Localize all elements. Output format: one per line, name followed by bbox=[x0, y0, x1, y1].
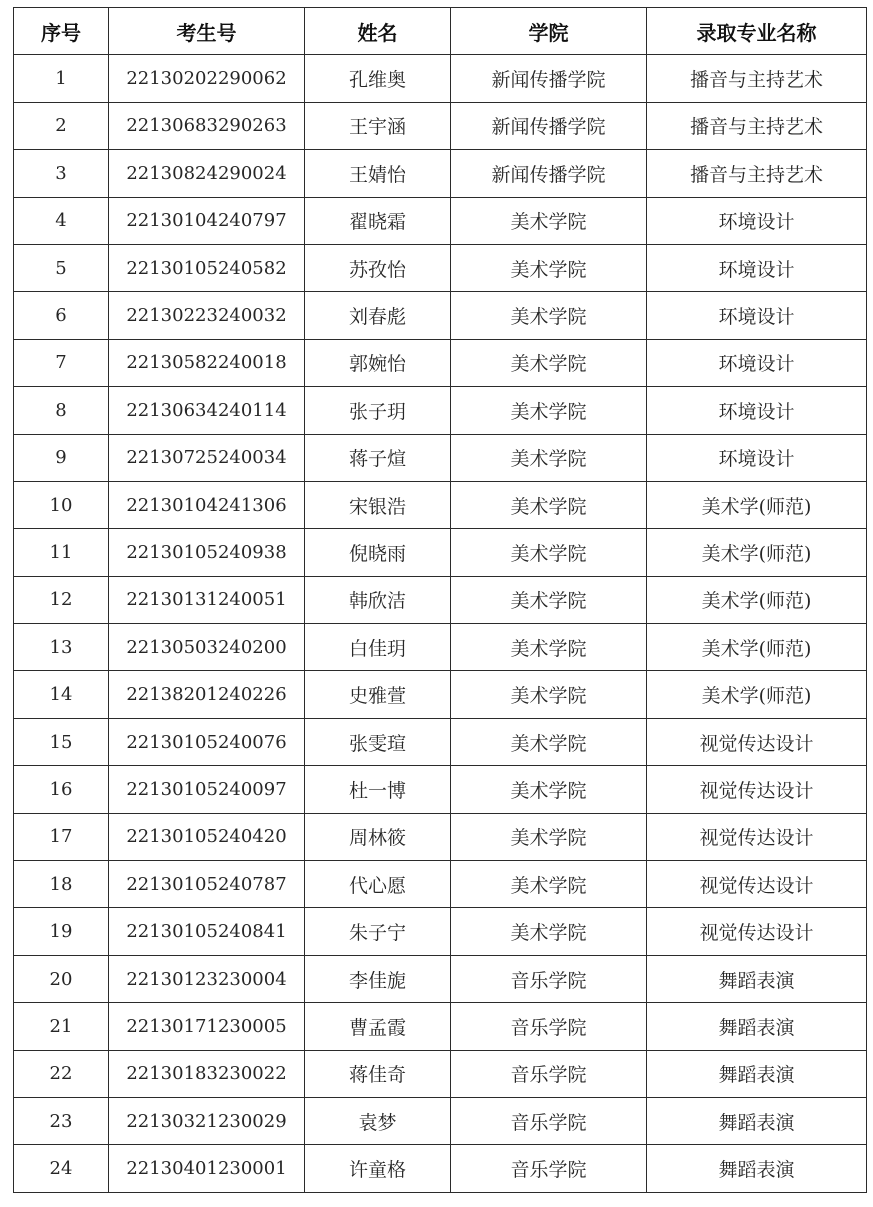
cell-name: 周林筱 bbox=[305, 813, 451, 860]
cell-major: 舞蹈表演 bbox=[647, 955, 867, 1002]
cell-name: 张雯瑄 bbox=[305, 718, 451, 765]
cell-name: 朱子宁 bbox=[305, 908, 451, 955]
table-row bbox=[14, 434, 867, 481]
cell-college: 美术学院 bbox=[451, 529, 647, 576]
cell-name: 蒋子煊 bbox=[305, 434, 451, 481]
cell-exam-number: 22138201240226 bbox=[109, 671, 305, 718]
cell-exam-number: 22130725240034 bbox=[109, 434, 305, 481]
cell-major: 舞蹈表演 bbox=[647, 1003, 867, 1050]
table-row bbox=[14, 244, 867, 291]
table-row bbox=[14, 766, 867, 813]
cell-college: 美术学院 bbox=[451, 861, 647, 908]
table-row bbox=[14, 576, 867, 623]
cell-major: 美术学(师范) bbox=[647, 481, 867, 528]
cell-serial: 3 bbox=[14, 150, 109, 197]
cell-serial: 18 bbox=[14, 861, 109, 908]
cell-exam-number: 22130105240787 bbox=[109, 861, 305, 908]
cell-college: 美术学院 bbox=[451, 481, 647, 528]
cell-exam-number: 22130321230029 bbox=[109, 1097, 305, 1144]
cell-serial: 2 bbox=[14, 102, 109, 149]
cell-major: 播音与主持艺术 bbox=[647, 150, 867, 197]
cell-college: 美术学院 bbox=[451, 292, 647, 339]
cell-name: 袁梦 bbox=[305, 1097, 451, 1144]
cell-name: 白佳玥 bbox=[305, 624, 451, 671]
table-row bbox=[14, 624, 867, 671]
cell-name: 王婧怡 bbox=[305, 150, 451, 197]
cell-exam-number: 22130105240420 bbox=[109, 813, 305, 860]
cell-college: 美术学院 bbox=[451, 908, 647, 955]
cell-major: 视觉传达设计 bbox=[647, 718, 867, 765]
cell-exam-number: 22130105240582 bbox=[109, 244, 305, 291]
table-row bbox=[14, 481, 867, 528]
cell-college: 音乐学院 bbox=[451, 1097, 647, 1144]
table-body bbox=[14, 55, 867, 1192]
cell-serial: 14 bbox=[14, 671, 109, 718]
cell-serial: 13 bbox=[14, 624, 109, 671]
cell-exam-number: 22130634240114 bbox=[109, 387, 305, 434]
table-row bbox=[14, 718, 867, 765]
cell-name: 韩欣洁 bbox=[305, 576, 451, 623]
table-row bbox=[14, 813, 867, 860]
cell-name: 宋银浩 bbox=[305, 481, 451, 528]
cell-major: 环境设计 bbox=[647, 434, 867, 481]
cell-major: 视觉传达设计 bbox=[647, 766, 867, 813]
cell-college: 美术学院 bbox=[451, 197, 647, 244]
cell-exam-number: 22130104241306 bbox=[109, 481, 305, 528]
table-row bbox=[14, 955, 867, 1002]
cell-name: 郭婉怡 bbox=[305, 339, 451, 386]
cell-major: 环境设计 bbox=[647, 339, 867, 386]
cell-exam-number: 22130105240841 bbox=[109, 908, 305, 955]
cell-serial: 7 bbox=[14, 339, 109, 386]
cell-major: 舞蹈表演 bbox=[647, 1050, 867, 1097]
cell-serial: 10 bbox=[14, 481, 109, 528]
cell-major: 视觉传达设计 bbox=[647, 908, 867, 955]
cell-name: 蒋佳奇 bbox=[305, 1050, 451, 1097]
table-row bbox=[14, 529, 867, 576]
cell-exam-number: 22130582240018 bbox=[109, 339, 305, 386]
table-row bbox=[14, 1097, 867, 1144]
cell-serial: 6 bbox=[14, 292, 109, 339]
cell-exam-number: 22130171230005 bbox=[109, 1003, 305, 1050]
cell-college: 新闻传播学院 bbox=[451, 55, 647, 102]
table-row bbox=[14, 1145, 867, 1192]
header-exam-number: 考生号 bbox=[109, 8, 305, 55]
cell-college: 美术学院 bbox=[451, 718, 647, 765]
table-row bbox=[14, 671, 867, 718]
cell-name: 代心愿 bbox=[305, 861, 451, 908]
cell-college: 美术学院 bbox=[451, 576, 647, 623]
cell-serial: 12 bbox=[14, 576, 109, 623]
cell-serial: 19 bbox=[14, 908, 109, 955]
table-row bbox=[14, 861, 867, 908]
cell-major: 美术学(师范) bbox=[647, 624, 867, 671]
cell-major: 播音与主持艺术 bbox=[647, 102, 867, 149]
cell-name: 许童格 bbox=[305, 1145, 451, 1192]
header-major: 录取专业名称 bbox=[647, 8, 867, 55]
cell-exam-number: 22130183230022 bbox=[109, 1050, 305, 1097]
cell-college: 美术学院 bbox=[451, 339, 647, 386]
cell-serial: 15 bbox=[14, 718, 109, 765]
header-serial: 序号 bbox=[14, 8, 109, 55]
table-row bbox=[14, 102, 867, 149]
admission-table bbox=[13, 7, 867, 1193]
cell-serial: 22 bbox=[14, 1050, 109, 1097]
table-row bbox=[14, 1003, 867, 1050]
cell-serial: 5 bbox=[14, 244, 109, 291]
cell-name: 张子玥 bbox=[305, 387, 451, 434]
cell-major: 美术学(师范) bbox=[647, 529, 867, 576]
cell-college: 美术学院 bbox=[451, 671, 647, 718]
cell-serial: 11 bbox=[14, 529, 109, 576]
cell-major: 美术学(师范) bbox=[647, 671, 867, 718]
cell-serial: 16 bbox=[14, 766, 109, 813]
table-row bbox=[14, 339, 867, 386]
table-header bbox=[14, 8, 867, 55]
cell-serial: 20 bbox=[14, 955, 109, 1002]
cell-name: 苏孜怡 bbox=[305, 244, 451, 291]
cell-name: 翟晓霜 bbox=[305, 197, 451, 244]
cell-name: 倪晓雨 bbox=[305, 529, 451, 576]
header-name: 姓名 bbox=[305, 8, 451, 55]
cell-exam-number: 22130131240051 bbox=[109, 576, 305, 623]
cell-serial: 21 bbox=[14, 1003, 109, 1050]
cell-major: 美术学(师范) bbox=[647, 576, 867, 623]
cell-exam-number: 22130683290263 bbox=[109, 102, 305, 149]
cell-name: 李佳旎 bbox=[305, 955, 451, 1002]
header-row bbox=[14, 8, 867, 55]
cell-college: 新闻传播学院 bbox=[451, 150, 647, 197]
cell-major: 播音与主持艺术 bbox=[647, 55, 867, 102]
cell-college: 美术学院 bbox=[451, 244, 647, 291]
cell-major: 环境设计 bbox=[647, 244, 867, 291]
cell-college: 新闻传播学院 bbox=[451, 102, 647, 149]
cell-exam-number: 22130105240938 bbox=[109, 529, 305, 576]
cell-name: 曹孟霞 bbox=[305, 1003, 451, 1050]
cell-college: 美术学院 bbox=[451, 624, 647, 671]
header-college: 学院 bbox=[451, 8, 647, 55]
cell-exam-number: 22130503240200 bbox=[109, 624, 305, 671]
table-row bbox=[14, 292, 867, 339]
cell-serial: 17 bbox=[14, 813, 109, 860]
cell-exam-number: 22130105240097 bbox=[109, 766, 305, 813]
cell-major: 视觉传达设计 bbox=[647, 813, 867, 860]
cell-exam-number: 22130104240797 bbox=[109, 197, 305, 244]
cell-serial: 9 bbox=[14, 434, 109, 481]
cell-college: 音乐学院 bbox=[451, 1050, 647, 1097]
cell-serial: 4 bbox=[14, 197, 109, 244]
cell-exam-number: 22130223240032 bbox=[109, 292, 305, 339]
table-row bbox=[14, 197, 867, 244]
cell-name: 史雅萱 bbox=[305, 671, 451, 718]
cell-college: 音乐学院 bbox=[451, 1145, 647, 1192]
cell-college: 美术学院 bbox=[451, 766, 647, 813]
cell-college: 音乐学院 bbox=[451, 955, 647, 1002]
cell-name: 刘春彪 bbox=[305, 292, 451, 339]
table-row bbox=[14, 908, 867, 955]
cell-exam-number: 22130401230001 bbox=[109, 1145, 305, 1192]
cell-serial: 24 bbox=[14, 1145, 109, 1192]
cell-name: 杜一博 bbox=[305, 766, 451, 813]
cell-serial: 23 bbox=[14, 1097, 109, 1144]
cell-major: 舞蹈表演 bbox=[647, 1145, 867, 1192]
cell-major: 环境设计 bbox=[647, 387, 867, 434]
cell-exam-number: 22130202290062 bbox=[109, 55, 305, 102]
table-row bbox=[14, 387, 867, 434]
cell-college: 美术学院 bbox=[451, 387, 647, 434]
cell-exam-number: 22130824290024 bbox=[109, 150, 305, 197]
cell-major: 环境设计 bbox=[647, 292, 867, 339]
cell-college: 美术学院 bbox=[451, 434, 647, 481]
cell-major: 视觉传达设计 bbox=[647, 861, 867, 908]
cell-name: 王宇涵 bbox=[305, 102, 451, 149]
cell-major: 环境设计 bbox=[647, 197, 867, 244]
cell-college: 音乐学院 bbox=[451, 1003, 647, 1050]
table-row bbox=[14, 150, 867, 197]
table-row bbox=[14, 55, 867, 102]
cell-exam-number: 22130123230004 bbox=[109, 955, 305, 1002]
cell-serial: 8 bbox=[14, 387, 109, 434]
cell-college: 美术学院 bbox=[451, 813, 647, 860]
table-row bbox=[14, 1050, 867, 1097]
cell-exam-number: 22130105240076 bbox=[109, 718, 305, 765]
cell-name: 孔维奥 bbox=[305, 55, 451, 102]
cell-major: 舞蹈表演 bbox=[647, 1097, 867, 1144]
cell-serial: 1 bbox=[14, 55, 109, 102]
